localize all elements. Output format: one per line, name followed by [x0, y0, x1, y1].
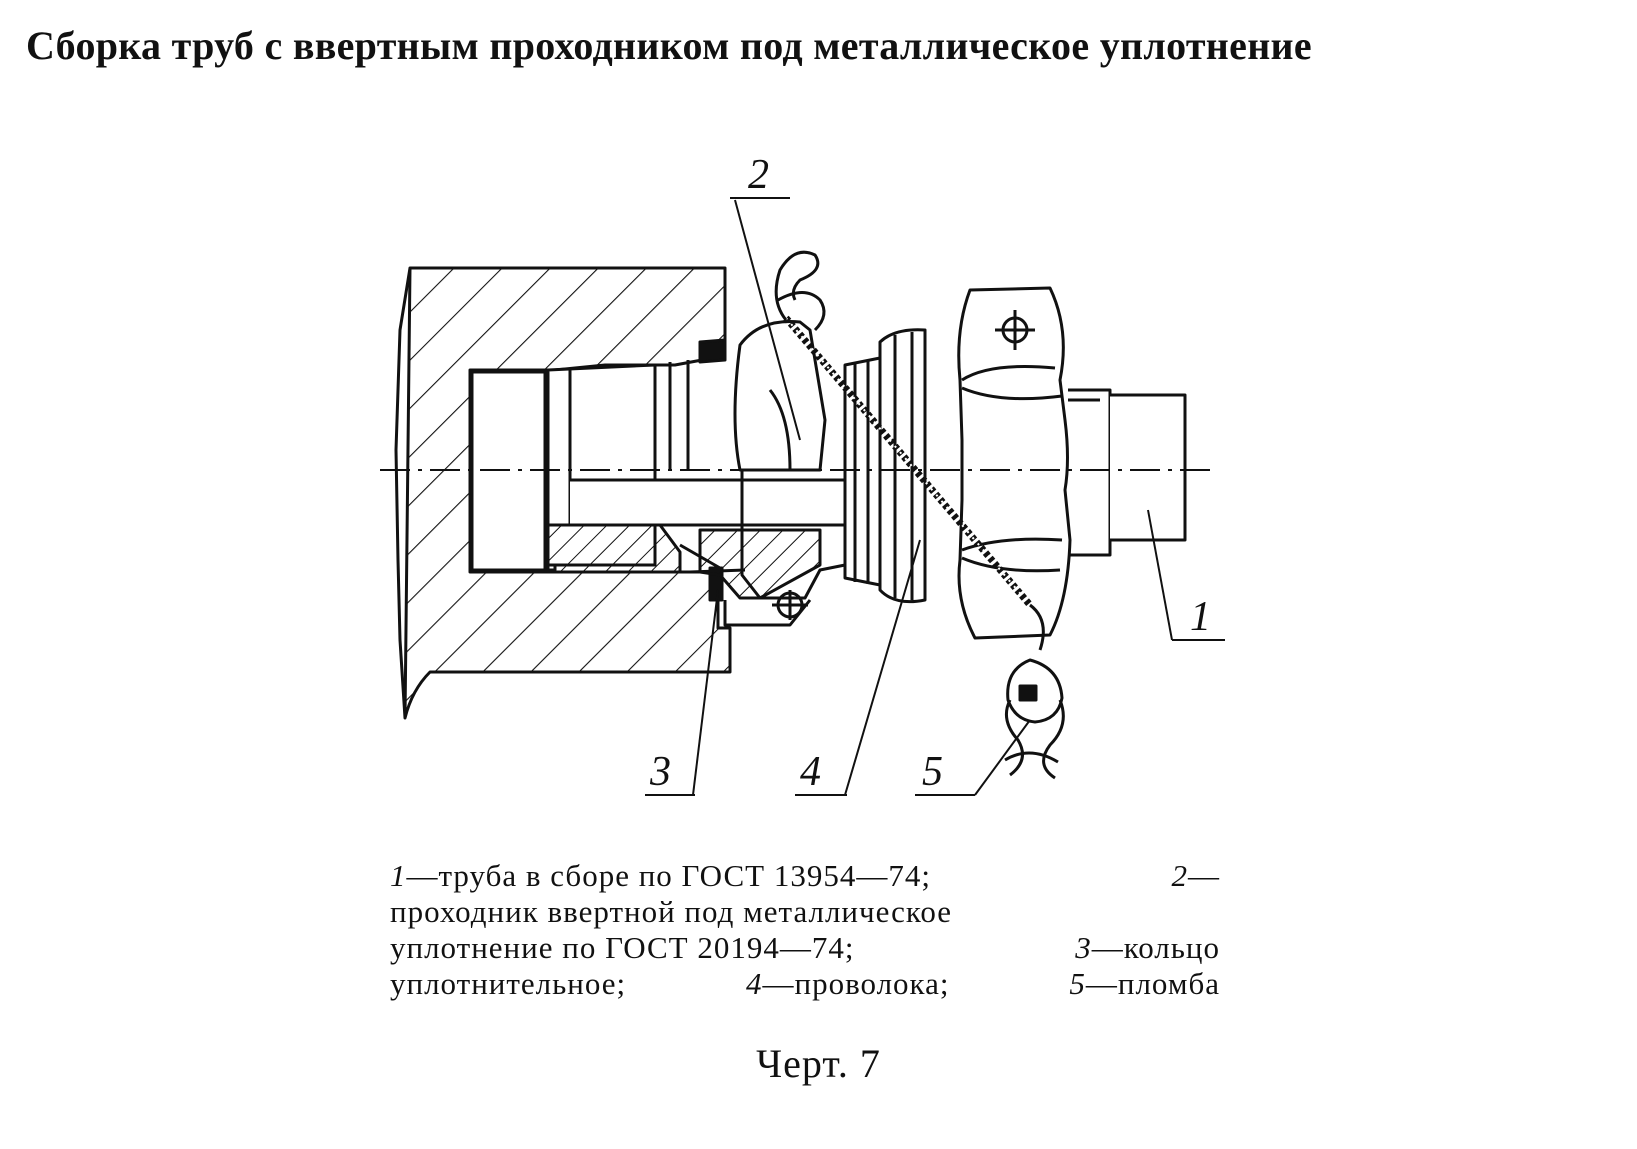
figure-caption: Черт. 7	[756, 1041, 881, 1086]
legend-line	[390, 894, 1220, 930]
callout-3: 3	[650, 749, 671, 795]
legend-text: проходник ввертной под металлическое	[390, 894, 953, 929]
legend-line	[390, 966, 1220, 1002]
legend-text: уплотнительное;	[390, 966, 627, 1001]
legend-num-3: 3	[1075, 930, 1092, 965]
legend-num-1: 1	[390, 858, 407, 893]
callout-2: 2	[748, 152, 769, 198]
legend-line	[390, 930, 1220, 966]
legend-text: —	[1188, 858, 1220, 893]
legend-line	[390, 858, 1220, 894]
legend-text: —проволока;	[762, 966, 950, 1001]
legend-text: —кольцо	[1091, 930, 1220, 965]
fitting-bore	[570, 480, 845, 525]
callout-1: 1	[1190, 594, 1211, 640]
fitting-stem-section	[548, 525, 680, 572]
page-title: Сборка труб с ввертным проходником под металлическое уплотнение	[26, 23, 1312, 68]
tube	[1110, 395, 1185, 540]
legend-num-2: 2	[1171, 858, 1188, 893]
legend	[390, 858, 1220, 1002]
legend-num-5: 5	[1069, 966, 1086, 1001]
callout-4: 4	[800, 749, 821, 795]
legend-text: —пломба	[1085, 966, 1220, 1001]
legend-text: —труба в сборе по ГОСТ 13954—74;	[406, 858, 931, 893]
legend-text: уплотнение по ГОСТ 20194—74;	[390, 930, 855, 965]
callout-5: 5	[922, 749, 943, 795]
legend-num-4: 4	[745, 966, 763, 1001]
